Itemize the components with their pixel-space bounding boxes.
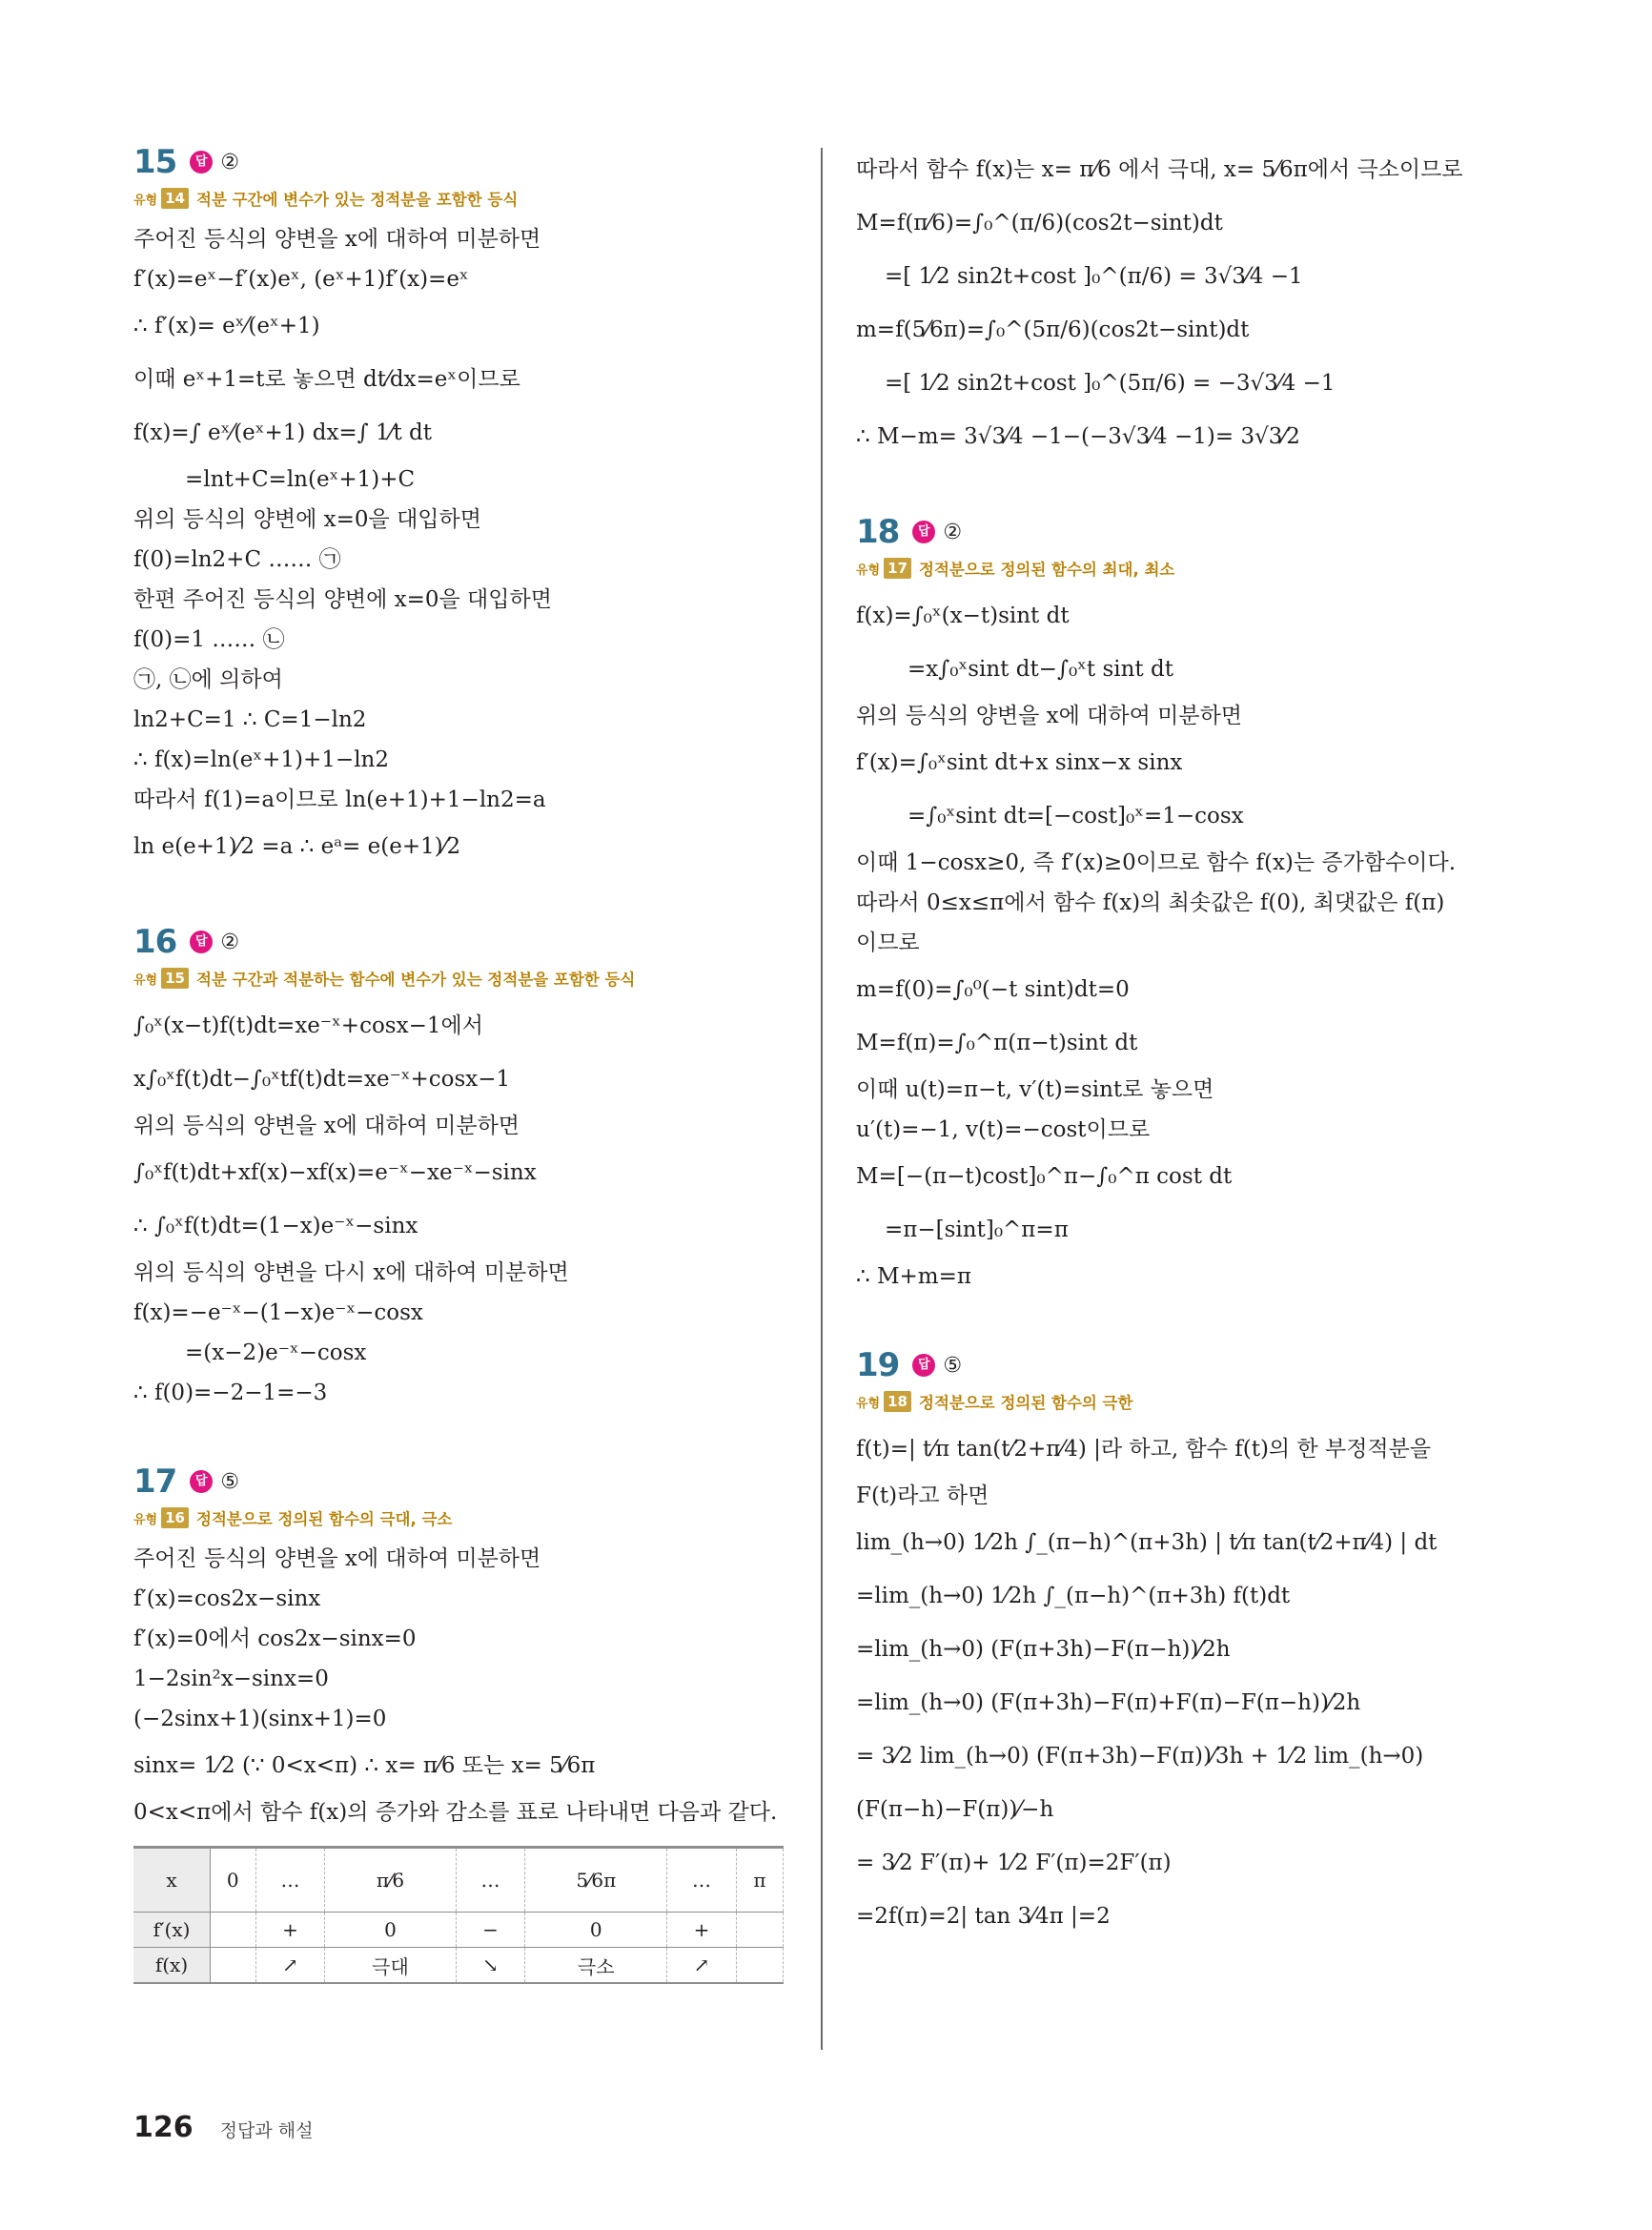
solution-line: f′(x)=∫₀ˣsint dt+x sinx−x sinx [856, 750, 1183, 775]
table-row [133, 1913, 784, 1948]
type-title: 정적분으로 정의된 함수의 극대, 극소 [196, 1510, 453, 1528]
answer-value: ② [220, 930, 240, 954]
solution-line: f′(x)=eˣ−f′(x)eˣ, (eˣ+1)f′(x)=eˣ [133, 267, 469, 292]
solution-line: =∫₀ˣsint dt=[−cost]₀ˣ=1−cosx [908, 804, 1244, 829]
problem-number: 15 [133, 143, 177, 181]
problem-16 [133, 923, 791, 1413]
page-footer [133, 2111, 313, 2144]
problem-19 [856, 1346, 1514, 1943]
answer-value: ⑤ [220, 1469, 240, 1494]
problem-number: 19 [856, 1346, 900, 1384]
problem-type [133, 1506, 791, 1529]
table-cell: 0 [525, 1913, 667, 1948]
solution-line: 이때 u(t)=π−t, v′(t)=sint로 놓으면 [856, 1077, 1214, 1102]
type-prefix: 유형 [133, 1512, 158, 1527]
problem-number: 17 [133, 1463, 177, 1501]
solution-line: =lim_(h→0) 1⁄2h ∫_(π−h)^(π+3h) f(t)dt [856, 1584, 1291, 1608]
right-column [856, 143, 1514, 1993]
solution-line: f′(x)=cos2x−sinx [133, 1586, 321, 1611]
solution-line: M=[−(π−t)cost]₀^π−∫₀^π cost dt [856, 1164, 1233, 1189]
solution-line: 위의 등식의 양변을 다시 x에 대하여 미분하면 [133, 1260, 569, 1285]
table-cell: f(x) [133, 1948, 211, 1984]
type-number: 14 [161, 188, 189, 209]
table-cell [736, 1948, 783, 1984]
solution-line: ∴ f(x)=ln(eˣ+1)+1−ln2 [133, 747, 390, 772]
solution-line: 따라서 함수 f(x)는 x= π⁄6 에서 극대, x= 5⁄6π에서 극소이므로 [856, 157, 1463, 182]
problem-type [133, 967, 791, 990]
solution-line: 위의 등식의 양변에 x=0을 대입하면 [133, 507, 481, 532]
solution-line: f(x)=∫₀ˣ(x−t)sint dt [856, 604, 1070, 628]
type-number: 15 [161, 968, 189, 989]
solution-line: = 3⁄2 lim_(h→0) (F(π+3h)−F(π))⁄3h + 1⁄2 lim_(h→0) (F(π−h)−F(π))⁄−h [856, 1744, 1424, 1822]
table-cell: … [456, 1848, 525, 1913]
problem-number: 16 [133, 923, 177, 961]
table-cell [736, 1913, 783, 1948]
table-cell: ↗ [667, 1948, 737, 1984]
table-cell: π⁄6 [325, 1848, 456, 1913]
problem-header [856, 1346, 1514, 1384]
answer-value: ② [220, 150, 240, 174]
solution-line: f(0)=ln2+C …… ㉠ [133, 547, 341, 572]
solution-line: 0<x<π에서 함수 f(x)의 증가와 감소를 표로 나타내면 다음과 같다. [133, 1800, 778, 1825]
type-prefix: 유형 [133, 972, 158, 988]
solution-line: =[ 1⁄2 sin2t+cost ]₀^(5π/6) = −3√3⁄4 −1 [885, 371, 1336, 396]
solution-line: =lnt+C=ln(eˣ+1)+C [185, 467, 416, 492]
type-number: 16 [161, 1507, 189, 1528]
solution-line: ㉠, ㉡에 의하여 [133, 667, 283, 692]
solution-line: 이때 eˣ+1=t로 놓으면 dt⁄dx=eˣ이므로 [133, 367, 520, 392]
problem-17-continued [856, 143, 1514, 463]
solution-line: (−2sinx+1)(sinx+1)=0 [133, 1707, 387, 1731]
table-cell: 극소 [525, 1948, 667, 1984]
solution-line: ∫₀ˣf(t)dt+xf(x)−xf(x)=e⁻ˣ−xe⁻ˣ−sinx [133, 1160, 537, 1185]
problem-number: 18 [856, 513, 900, 551]
solution-line: f(x)=∫ eˣ⁄(eˣ+1) dx=∫ 1⁄t dt [133, 420, 432, 445]
table-cell: π [736, 1848, 783, 1913]
problem-header [133, 923, 791, 961]
table-cell: 0 [211, 1848, 256, 1913]
solution-line: m=f(0)=∫₀⁰(−t sint)dt=0 [856, 977, 1130, 1002]
table-cell: 5⁄6π [525, 1848, 667, 1913]
type-title: 정적분으로 정의된 함수의 극한 [919, 1394, 1133, 1412]
solution-line: 한편 주어진 등식의 양변에 x=0을 대입하면 [133, 587, 552, 612]
table-cell: 0 [325, 1913, 456, 1948]
type-title: 적분 구간에 변수가 있는 정적분을 포함한 등식 [196, 191, 519, 209]
solution-line: 위의 등식의 양변을 x에 대하여 미분하면 [133, 1114, 520, 1138]
solution-line: m=f(5⁄6π)=∫₀^(5π/6)(cos2t−sint)dt [856, 317, 1250, 342]
table-row [133, 1948, 784, 1984]
answer-badge: 답 [912, 521, 935, 543]
solution-line: =x∫₀ˣsint dt−∫₀ˣt sint dt [908, 657, 1173, 682]
solution-line: f(0)=1 …… ㉡ [133, 627, 285, 652]
problem-header [856, 513, 1514, 551]
problem-type [856, 1390, 1514, 1413]
solution-line: ln e(e+1)⁄2 =a ∴ eᵃ= e(e+1)⁄2 [133, 834, 461, 859]
type-prefix: 유형 [856, 1396, 881, 1411]
answer-badge: 답 [190, 151, 213, 174]
page-number: 126 [133, 2111, 194, 2144]
problem-15 [133, 143, 791, 873]
solution-line: u′(t)=−1, v(t)=−cost이므로 [856, 1117, 1151, 1142]
solution-line: ∴ f′(x)= eˣ⁄(eˣ+1) [133, 314, 320, 338]
table-cell: f′(x) [133, 1913, 211, 1948]
solution-line: 이때 1−cosx≥0, 즉 f′(x)≥0이므로 함수 f(x)는 증가함수이다. [856, 850, 1457, 875]
type-title: 정적분으로 정의된 함수의 최대, 최소 [919, 561, 1175, 579]
section-title: 정답과 해설 [219, 2120, 314, 2141]
left-column [133, 143, 791, 2034]
solution-line: 주어진 등식의 양변을 x에 대하여 미분하면 [133, 227, 541, 252]
table-cell [211, 1948, 256, 1984]
problem-17 [133, 1463, 791, 1984]
solution-line: F(t)라고 하면 [856, 1483, 989, 1508]
solution-line: 이므로 [856, 931, 920, 955]
solution-line: ∫₀ˣ(x−t)f(t)dt=xe⁻ˣ+cosx−1에서 [133, 1013, 483, 1038]
solution-line: =lim_(h→0) (F(π+3h)−F(π−h))⁄2h [856, 1637, 1231, 1662]
solution-line: 위의 등식의 양변을 x에 대하여 미분하면 [856, 704, 1243, 728]
solution-line: ∴ f(0)=−2−1=−3 [133, 1381, 328, 1405]
answer-badge: 답 [190, 1470, 213, 1493]
solution-line: f′(x)=0에서 cos2x−sinx=0 [133, 1626, 417, 1651]
answer-value: ② [943, 520, 963, 544]
table-cell: … [255, 1848, 325, 1913]
table-row [133, 1848, 784, 1913]
problem-type [133, 187, 791, 210]
solution-line: =2f(π)=2| tan 3⁄4π |=2 [856, 1904, 1111, 1929]
type-number: 18 [884, 1391, 911, 1412]
solution-line: ∴ ∫₀ˣf(t)dt=(1−x)e⁻ˣ−sinx [133, 1214, 418, 1238]
solution-line: lim_(h→0) 1⁄2h ∫_(π−h)^(π+3h) | t⁄π tan(t⁄2+π⁄4) | dt [856, 1530, 1438, 1555]
solution-line: 따라서 f(1)=a이므로 ln(e+1)+1−ln2=a [133, 788, 546, 812]
solution-line: M=f(π)=∫₀^π(π−t)sint dt [856, 1031, 1138, 1055]
table-cell: ↘ [456, 1948, 525, 1984]
problem-type [856, 557, 1514, 580]
problem-header [133, 1463, 791, 1501]
table-cell: + [255, 1913, 325, 1948]
solution-line: = 3⁄2 F′(π)+ 1⁄2 F′(π)=2F′(π) [856, 1851, 1172, 1875]
answer-value: ⑤ [943, 1353, 963, 1378]
increase-decrease-table [133, 1846, 784, 1984]
type-number: 17 [884, 558, 911, 579]
problem-header [133, 143, 791, 181]
solution-line: M=f(π⁄6)=∫₀^(π/6)(cos2t−sint)dt [856, 211, 1223, 235]
answer-badge: 답 [912, 1354, 935, 1377]
table-cell: − [456, 1913, 525, 1948]
table-cell: ↗ [255, 1948, 325, 1984]
solution-line: =(x−2)e⁻ˣ−cosx [185, 1340, 367, 1365]
type-prefix: 유형 [133, 193, 158, 208]
answer-badge: 답 [190, 931, 213, 953]
solution-line: ∴ M−m= 3√3⁄4 −1−(−3√3⁄4 −1)= 3√3⁄2 [856, 424, 1300, 449]
table-cell: x [133, 1848, 211, 1913]
table-cell: + [667, 1913, 737, 1948]
solution-line: 주어진 등식의 양변을 x에 대하여 미분하면 [133, 1546, 541, 1571]
type-title: 적분 구간과 적분하는 함수에 변수가 있는 정적분을 포함한 등식 [196, 971, 636, 989]
table-cell: … [667, 1848, 737, 1913]
table-cell: 극대 [325, 1948, 456, 1984]
solution-line: 따라서 0≤x≤π에서 함수 f(x)의 최솟값은 f(0), 최댓값은 f(π) [856, 890, 1445, 915]
solution-line: sinx= 1⁄2 (∵ 0<x<π) ∴ x= π⁄6 또는 x= 5⁄6π [133, 1753, 596, 1778]
solution-line: x∫₀ˣf(t)dt−∫₀ˣtf(t)dt=xe⁻ˣ+cosx−1 [133, 1067, 511, 1092]
solution-line: =lim_(h→0) (F(π+3h)−F(π)+F(π)−F(π−h))⁄2h [856, 1690, 1361, 1715]
table-cell [211, 1913, 256, 1948]
problem-18 [856, 513, 1514, 1297]
column-divider [821, 148, 823, 2050]
solution-line: 1−2sin²x−sinx=0 [133, 1667, 329, 1691]
solution-line: f(x)=−e⁻ˣ−(1−x)e⁻ˣ−cosx [133, 1300, 423, 1325]
solution-line: ln2+C=1 ∴ C=1−ln2 [133, 707, 367, 732]
solution-line: =π−[sint]₀^π=π [885, 1217, 1069, 1242]
solution-line: ∴ M+m=π [856, 1264, 971, 1289]
solution-line: f(t)=| t⁄π tan(t⁄2+π⁄4) |라 하고, 함수 f(t)의 한 부정적분을 [856, 1437, 1432, 1462]
type-prefix: 유형 [856, 563, 881, 578]
solution-line: =[ 1⁄2 sin2t+cost ]₀^(π/6) = 3√3⁄4 −1 [885, 264, 1303, 289]
